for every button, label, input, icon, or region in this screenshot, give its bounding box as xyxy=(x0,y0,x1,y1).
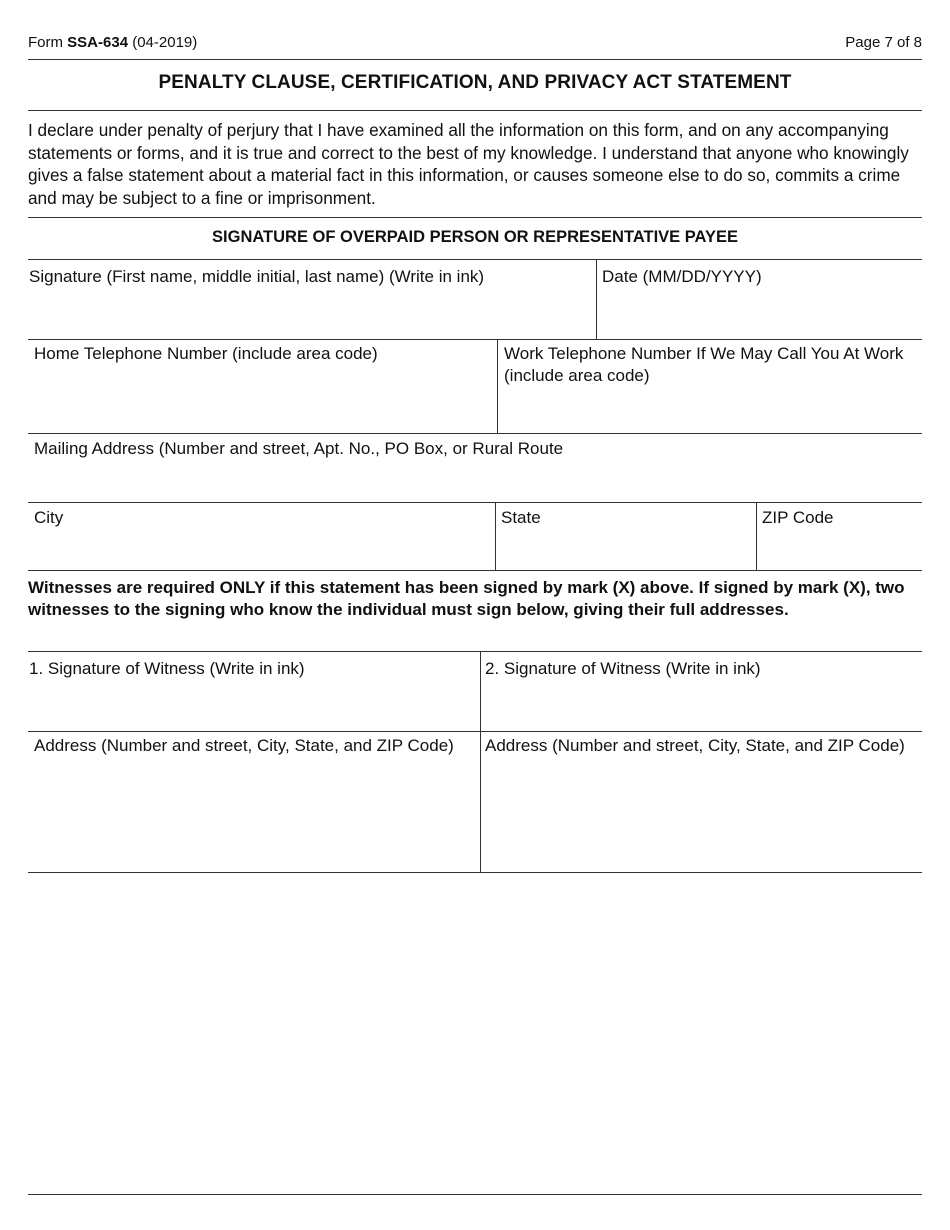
work-phone-label: Work Telephone Number If We May Call You At Work (include area code) xyxy=(504,344,904,385)
phone-separator xyxy=(497,339,498,433)
signature-field-label: Signature (First name, middle initial, last name) (Write in ink) xyxy=(29,267,485,286)
witness-separator xyxy=(480,651,481,872)
form-number: SSA-634 xyxy=(67,34,129,51)
state-label: State xyxy=(501,508,541,527)
city-state-separator xyxy=(495,502,496,570)
home-phone-label: Home Telephone Number (include area code) xyxy=(34,344,378,363)
phone-row-divider xyxy=(28,433,922,434)
form-prefix: Form xyxy=(28,34,63,51)
signature-section-heading: SIGNATURE OF OVERPAID PERSON OR REPRESENTATIVE PAYEE xyxy=(212,228,738,246)
witness-note-divider xyxy=(28,651,922,652)
witness1-signature-label: 1. Signature of Witness (Write in ink) xyxy=(29,659,305,678)
mailing-row-divider xyxy=(28,502,922,503)
city-label: City xyxy=(34,508,64,527)
witness2-signature-label: 2. Signature of Witness (Write in ink) xyxy=(485,659,761,678)
state-zip-separator xyxy=(756,502,757,570)
footer-divider xyxy=(28,1194,922,1195)
zip-label: ZIP Code xyxy=(762,508,834,527)
signature-row-divider xyxy=(28,339,922,340)
page-number: Page 7 of 8 xyxy=(845,34,922,51)
signature-date-separator xyxy=(596,259,597,339)
witness1-address-label: Address (Number and street, City, State, and ZIP Code) xyxy=(34,736,454,755)
form-date: (04-2019) xyxy=(132,34,198,51)
page-title: PENALTY CLAUSE, CERTIFICATION, AND PRIVACY ACT STATEMENT xyxy=(158,72,792,93)
declaration-text: I declare under penalty of perjury that I have examined all the information on this form, and on any accompanying statements or forms, and it is true and correct to the best of my knowledge. I understand that anyone who knowingly gives a false statement about a material fact in this information, or causes someone else to do so, commits a crime and may be subject to a fine or imprisonment. xyxy=(28,120,909,208)
witness-signature-divider xyxy=(28,731,922,732)
witness-note: Witnesses are required ONLY if this statement has been signed by mark (X) above. If signed by mark (X), two witnesses to the signing who know the individual must sign below, giving their full addresses. xyxy=(28,578,905,619)
signature-heading-divider xyxy=(28,259,922,260)
title-divider xyxy=(28,110,922,111)
mailing-address-label: Mailing Address (Number and street, Apt. No., PO Box, or Rural Route xyxy=(34,439,564,458)
witness2-address-label: Address (Number and street, City, State, and ZIP Code) xyxy=(485,736,905,755)
declaration-divider xyxy=(28,217,922,218)
witness-address-divider xyxy=(28,872,922,873)
date-field-label: Date (MM/DD/YYYY) xyxy=(602,267,762,286)
address-row-divider xyxy=(28,570,922,571)
form-identifier xyxy=(28,34,197,51)
header-divider xyxy=(28,59,922,60)
